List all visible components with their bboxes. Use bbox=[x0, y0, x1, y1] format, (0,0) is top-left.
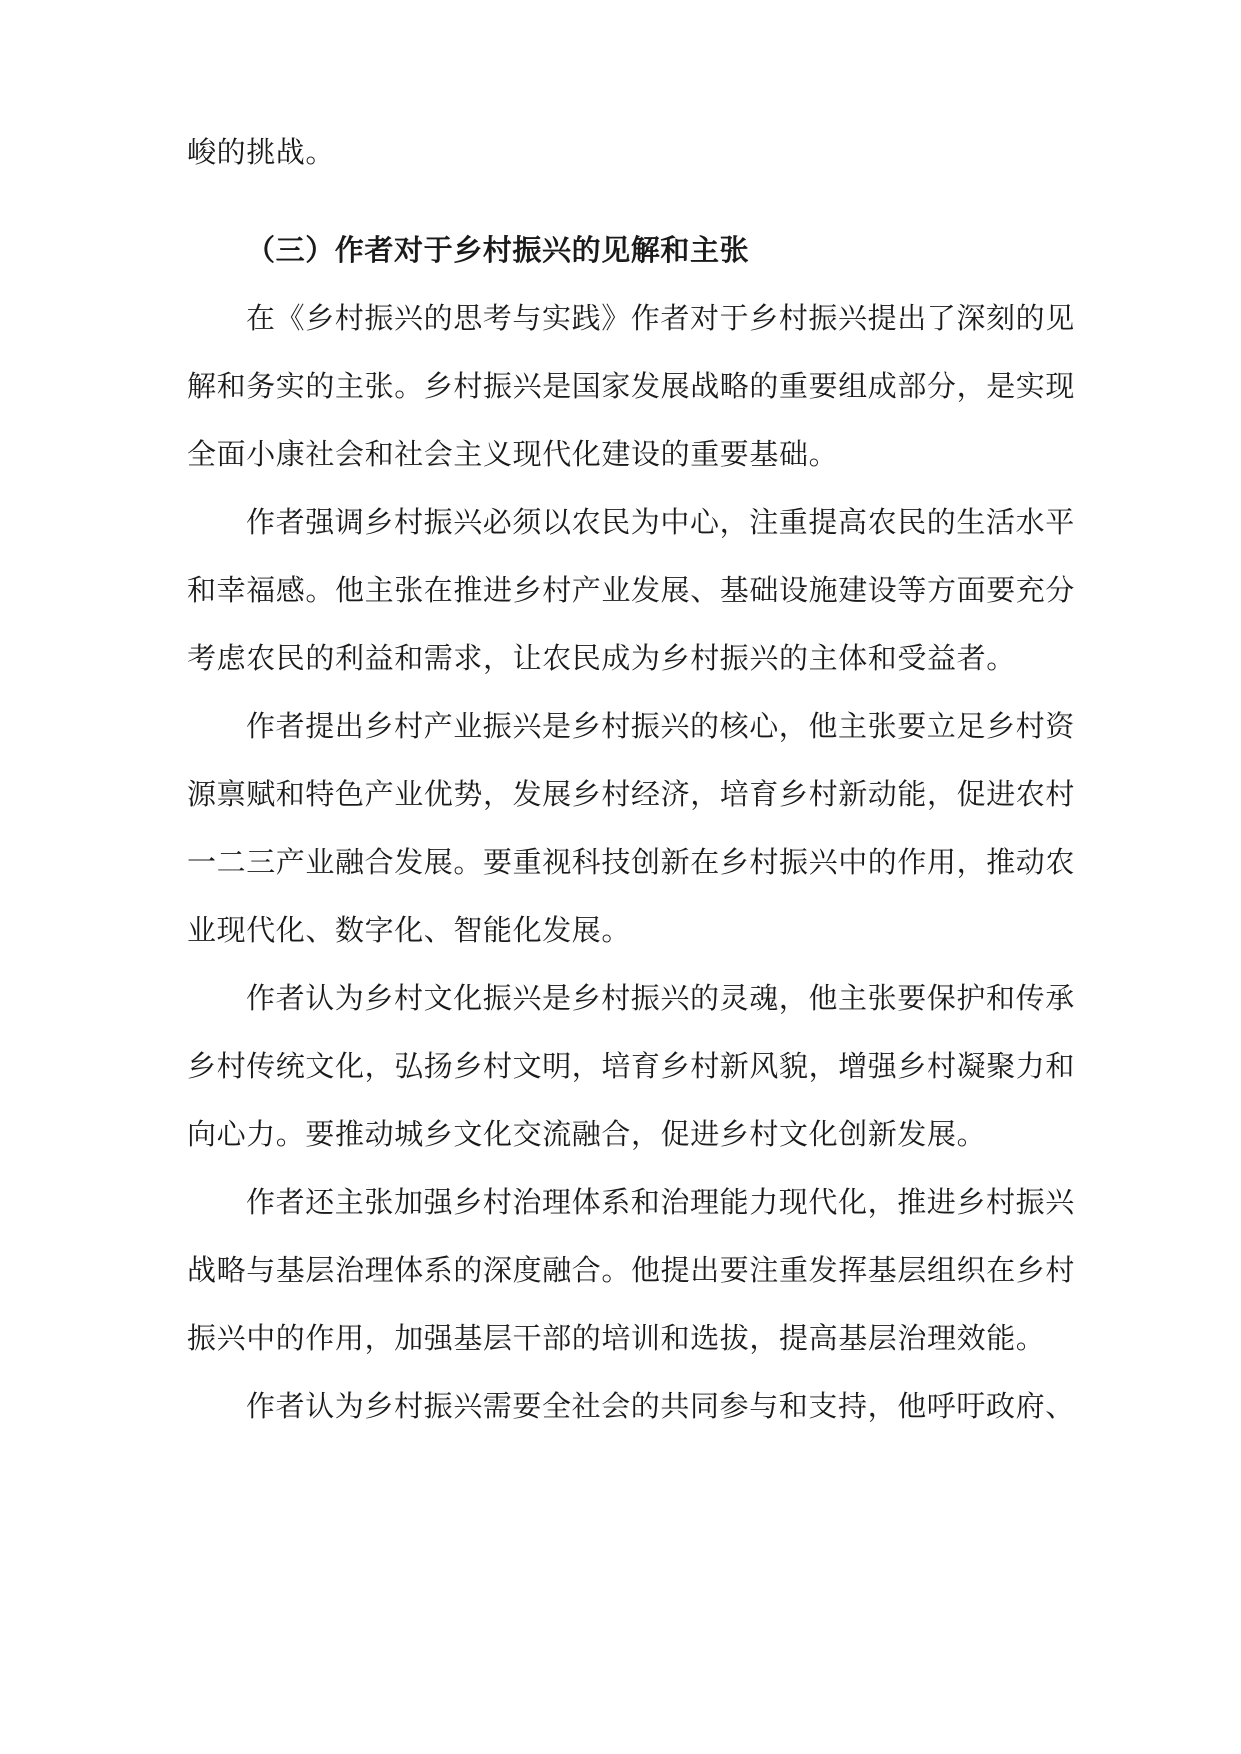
section-heading: （三）作者对于乡村振兴的见解和主张 bbox=[246, 233, 750, 267]
paragraph-line: 战略与基层治理体系的深度融合。他提出要注重发挥基层组织在乡村 bbox=[187, 1253, 1076, 1287]
paragraph-line: 和幸福感。他主张在推进乡村产业发展、基础设施建设等方面要充分 bbox=[187, 573, 1076, 607]
paragraph-line: 考虑农民的利益和需求，让农民成为乡村振兴的主体和受益者。 bbox=[187, 641, 1016, 675]
paragraph-line: 作者强调乡村振兴必须以农民为中心，注重提高农民的生活水平 bbox=[246, 505, 1075, 539]
paragraph-line: 解和务实的主张。乡村振兴是国家发展战略的重要组成部分，是实现 bbox=[187, 369, 1076, 403]
paragraph-line: 业现代化、数字化、智能化发展。 bbox=[187, 913, 632, 947]
paragraph-line: 一二三产业融合发展。要重视科技创新在乡村振兴中的作用，推动农 bbox=[187, 845, 1076, 879]
paragraph-line: 在《乡村振兴的思考与实践》作者对于乡村振兴提出了深刻的见 bbox=[246, 301, 1075, 335]
paragraph-line: 全面小康社会和社会主义现代化建设的重要基础。 bbox=[187, 437, 839, 471]
paragraph-line: 乡村传统文化，弘扬乡村文明，培育乡村新风貌，增强乡村凝聚力和 bbox=[187, 1049, 1076, 1083]
paragraph-line: 峻的挑战。 bbox=[187, 135, 336, 169]
paragraph-line: 作者认为乡村文化振兴是乡村振兴的灵魂，他主张要保护和传承 bbox=[246, 981, 1075, 1015]
paragraph-line: 振兴中的作用，加强基层干部的培训和选拔，提高基层治理效能。 bbox=[187, 1321, 1046, 1355]
paragraph-line: 作者认为乡村振兴需要全社会的共同参与和支持，他呼吁政府、 bbox=[246, 1389, 1075, 1423]
paragraph-line: 作者还主张加强乡村治理体系和治理能力现代化，推进乡村振兴 bbox=[246, 1185, 1075, 1219]
paragraph-line: 向心力。要推动城乡文化交流融合，促进乡村文化创新发展。 bbox=[187, 1117, 987, 1151]
paragraph-line: 作者提出乡村产业振兴是乡村振兴的核心，他主张要立足乡村资 bbox=[246, 709, 1075, 743]
paragraph-line: 源禀赋和特色产业优势，发展乡村经济，培育乡村新动能，促进农村 bbox=[187, 777, 1076, 811]
